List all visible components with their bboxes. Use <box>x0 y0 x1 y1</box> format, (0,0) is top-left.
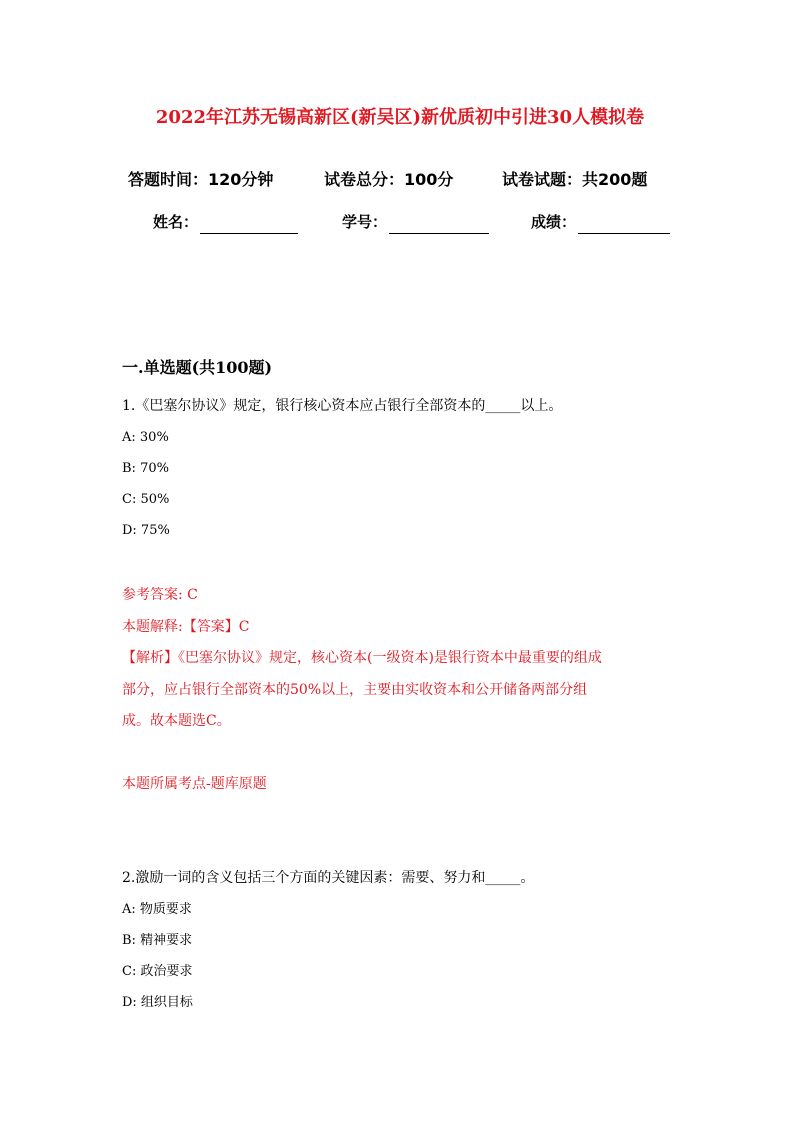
question-1-explanation-line: 【解析】《巴塞尔协议》规定，核心资本(一级资本)是银行资本中最重要的组成 <box>122 650 602 666</box>
exam-question-count: 试卷试题：共200题 <box>502 170 648 189</box>
question-1-explanation-line: 成。故本题选C。 <box>122 713 231 729</box>
score-label: 成绩： <box>531 213 577 231</box>
name-field <box>153 210 298 234</box>
question-1-text: 1.《巴塞尔协议》规定，银行核心资本应占银行全部资本的_____以上。 <box>122 398 563 414</box>
question-2-option-c: C: 政治要求 <box>122 964 193 979</box>
section-title: 一.单选题(共100题) <box>122 358 273 377</box>
question-2-option-a: A: 物质要求 <box>122 902 192 917</box>
student-id-field <box>342 210 489 234</box>
question-1-explanation-head: 本题解释:【答案】C <box>122 619 250 635</box>
score-blank <box>578 216 670 234</box>
exam-title: 2022年江苏无锡高新区(新吴区)新优质初中引进30人模拟卷 <box>155 107 645 128</box>
exam-meta <box>0 167 800 193</box>
student-id-blank <box>389 216 489 234</box>
question-1-explanation-line: 部分，应占银行全部资本的50%以上，主要由实收资本和公开储备两部分组 <box>122 682 588 698</box>
exam-time: 答题时间：120分钟 <box>128 170 274 189</box>
question-1-option-c: C: 50% <box>122 492 170 507</box>
question-1-option-b: B: 70% <box>122 461 169 476</box>
student-id-label: 学号： <box>342 213 388 231</box>
question-1-option-d: D: 75% <box>122 523 170 538</box>
question-2-option-d: D: 组织目标 <box>122 995 193 1010</box>
student-info-row <box>0 210 800 234</box>
name-label: 姓名： <box>153 213 199 231</box>
question-2-text: 2.激励一词的含义包括三个方面的关键因素：需要、努力和_____。 <box>122 870 535 886</box>
question-2-option-b: B: 精神要求 <box>122 933 193 948</box>
question-1-answer: 参考答案: C <box>122 587 198 603</box>
question-1-source: 本题所属考点-题库原题 <box>122 776 267 792</box>
exam-total-score: 试卷总分：100分 <box>324 170 454 189</box>
score-field <box>531 210 670 234</box>
name-blank <box>200 216 298 234</box>
question-1-option-a: A: 30% <box>122 430 169 445</box>
